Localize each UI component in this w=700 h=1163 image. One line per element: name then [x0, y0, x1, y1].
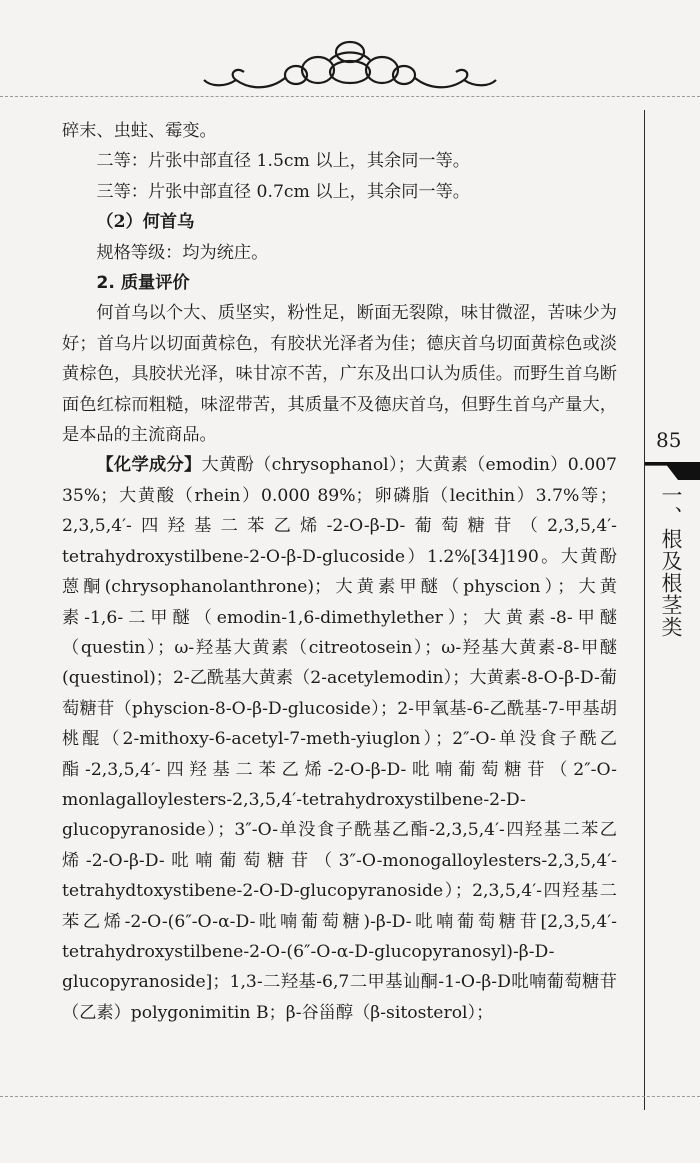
grade-three-spec: 三等：片张中部直径 0.7cm 以上，其余同一等。	[96, 181, 470, 202]
sidebar-divider	[644, 110, 645, 1110]
section-heading: 2. 质量评价	[96, 273, 190, 294]
chemistry-title: 【化学成分】	[96, 455, 202, 476]
chapter-label: 一、根及根茎类	[659, 484, 683, 638]
grade-spec: 规格等级：均为统庄。	[96, 242, 269, 263]
chemistry-paragraph	[62, 450, 617, 1028]
grade-two-spec: 二等：片张中部直径 1.5cm 以上，其余同一等。	[96, 151, 470, 172]
ornament-header	[0, 30, 700, 105]
subsection-heading: （2）何首乌	[96, 212, 195, 233]
page-number: 85	[656, 428, 682, 452]
footer-rule	[0, 1096, 700, 1097]
page-body	[62, 116, 617, 1028]
quality-paragraph: 何首乌以个大、质坚实，粉性足，断面无裂隙，味甘微涩，苦味少为好；首乌片以切面黄棕色，有胶状光泽者为佳；德庆首乌切面黄棕色或淡黄棕色，具胶状光泽，味甘凉不苦，广东及出口认为质佳。而野生首乌断面色红棕而粗糙，味涩带苦，其质量不及德庆首乌，但野生首乌产量大，是本品的主流商品。	[62, 303, 617, 446]
chapter-tab-marker	[645, 462, 700, 480]
paragraph-continuation: 碎末、虫蛀、霉变。	[62, 121, 217, 141]
chemistry-text: 大黄酚（chrysophanol）；大黄素（emodin）0.007 35%；大黄酸（rhein）0.000 89%；卵磷脂（lecithin）3.7%等；2,3,5,4′-四羟基二苯乙烯-2-O-β-D-葡萄糖苷（2,3,5,4′-tetrahydroxystilbene-2-O-β-D-glucoside）1.2%[34]190。大黄酚蒽酮(chrysophanolanthrone)；大黄素甲醚（physcion）；大黄素-1,6-二甲醚（emodin-1,6-dimethylether）；大黄素-8-甲醚（questin）；ω-羟基大黄素（citreotosein）；ω-羟基大黄素-8-甲醚(questinol)；2-乙酰基大黄素（2-acetylemodin）；大黄素-8-O-β-D-葡萄糖苷（physcion-8-O-β-D-glucoside）；2-甲氧基-6-乙酰基-7-甲基胡桃醌（2-mithoxy-6-acetyl-7-meth-yiuglon）；2″-O-单没食子酰乙酯-2,3,5,4′-四羟基二苯乙烯-2-O-β-D-吡喃葡萄糖苷（2″-O-monlagalloylesters-2,3,5,4′-tetrahydroxystilbene-2-D-glucopyranoside）；3″-O-单没食子酰基乙酯-2,3,5,4′-四羟基二苯乙烯-2-O-β-D-吡喃葡萄糖苷（3″-O-monogalloylesters-2,3,5,4′-tetrahydtoxystibene-2-O-D-glucopyranoside）；2,3,5,4′-四羟基二苯乙烯-2-O-(6″-O-α-D-吡喃葡萄糖)-β-D-吡喃葡萄糖苷[2,3,5,4′-tetrahydroxystilbene-2-O-(6″-O-α-D-glucopyranosyl)-β-D-glucopyranoside]；1,3-二羟基-6,7二甲基讪酮-1-O-β-D吡喃葡萄糖苷（乙素）polygonimitin B；β-谷甾醇（β-sitosterol）；	[62, 455, 617, 1023]
header-rule	[0, 96, 700, 97]
